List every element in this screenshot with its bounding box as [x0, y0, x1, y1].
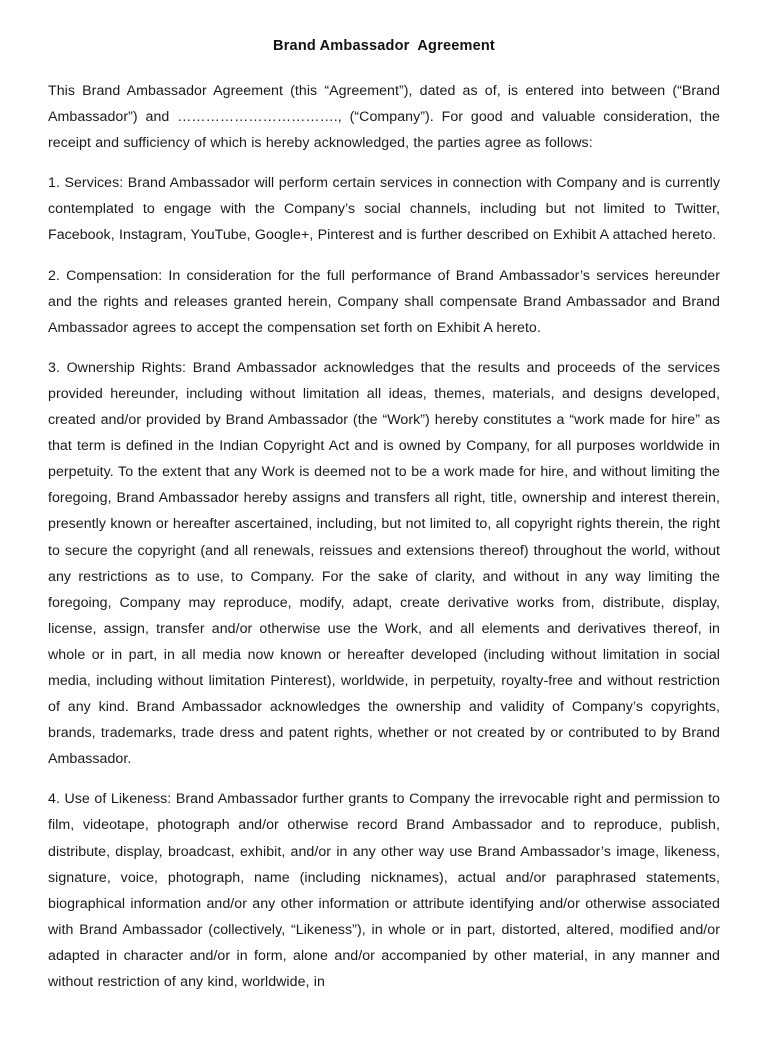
- paragraph-clause-3-ownership-rights: 3. Ownership Rights: Brand Ambassador acknowledges that the results and proceeds of the services provided hereunder, including without limitation all ideas, themes, materials, and designs developed, created and/or provided by Brand Ambassador (the “Work”) hereby constitutes a “work made for hire” as that term is defined in the Indian Copyright Act and is owned by Company, for all purposes worldwide in perpetuity. To the extent that any Work is deemed not to be a work made for hire, and without limiting the foregoing, Brand Ambassador hereby assigns and transfers all right, title, ownership and interest therein, presently known or hereafter ascertained, including, but not limited to, all copyright rights therein, the right to secure the copyright (and all renewals, reissues and extensions thereof) throughout the world, without any restrictions as to use, to Company. For the sake of clarity, and without in any way limiting the foregoing, Company may reproduce, modify, adapt, create derivative works from, distribute, display, license, assign, transfer and/or otherwise use the Work, and all elements and derivatives thereof, in whole or in part, in all media now known or hereafter developed (including without limitation in social media, including without limitation Pinterest), worldwide, in perpetuity, royalty-free and without restriction of any kind. Brand Ambassador acknowledges the ownership and validity of Company’s copyrights, brands, trademarks, trade dress and patent rights, whether or not created by or contributed to by Brand Ambassador.: [48, 359, 720, 768]
- paragraph-clause-4-use-of-likeness: 4. Use of Likeness: Brand Ambassador further grants to Company the irrevocable right and permission to film, videotape, photograph and/or otherwise record Brand Ambassador and to reproduce, publish, distribute, display, broadcast, exhibit, and/or in any other way use Brand Ambassador’s image, likeness, signature, voice, photograph, name (including nicknames), actual and/or paraphrased statements, biographical information and/or any other information or attribute identifying and/or otherwise associated with Brand Ambassador (collectively, “Likeness”), in whole or in part, distorted, altered, modified and/or adapted in character and/or in form, alone and/or accompanied by other material, in any manner and without restriction of any kind, worldwide, in: [48, 791, 720, 990]
- page-title: Brand Ambassador Agreement: [273, 38, 495, 54]
- paragraph-clause-2-compensation: 2. Compensation: In consideration for the full performance of Brand Ambassador’s services hereunder and the rights and releases granted herein, Company shall compensate Brand Ambassador and Brand Ambassador agrees to accept the compensation set forth on Exhibit A hereto.: [48, 267, 720, 336]
- paragraph-clause-1-services: 1. Services: Brand Ambassador will perform certain services in connection with Company and is currently contemplated to engage with the Company’s social channels, including but not limited to Twitter, Facebook, Instagram, YouTube, Google+, Pinterest and is further described on Exhibit A attached hereto.: [48, 175, 720, 244]
- document-body: [48, 0, 720, 995]
- paragraph-preamble: This Brand Ambassador Agreement (this “Agreement”), dated as of, is entered into between (“Brand Ambassador”) and ……………………………., (“Company”). For good and valuable consideration, the receipt and sufficiency of which is hereby acknowledged, the parties agree as follows:: [48, 83, 720, 152]
